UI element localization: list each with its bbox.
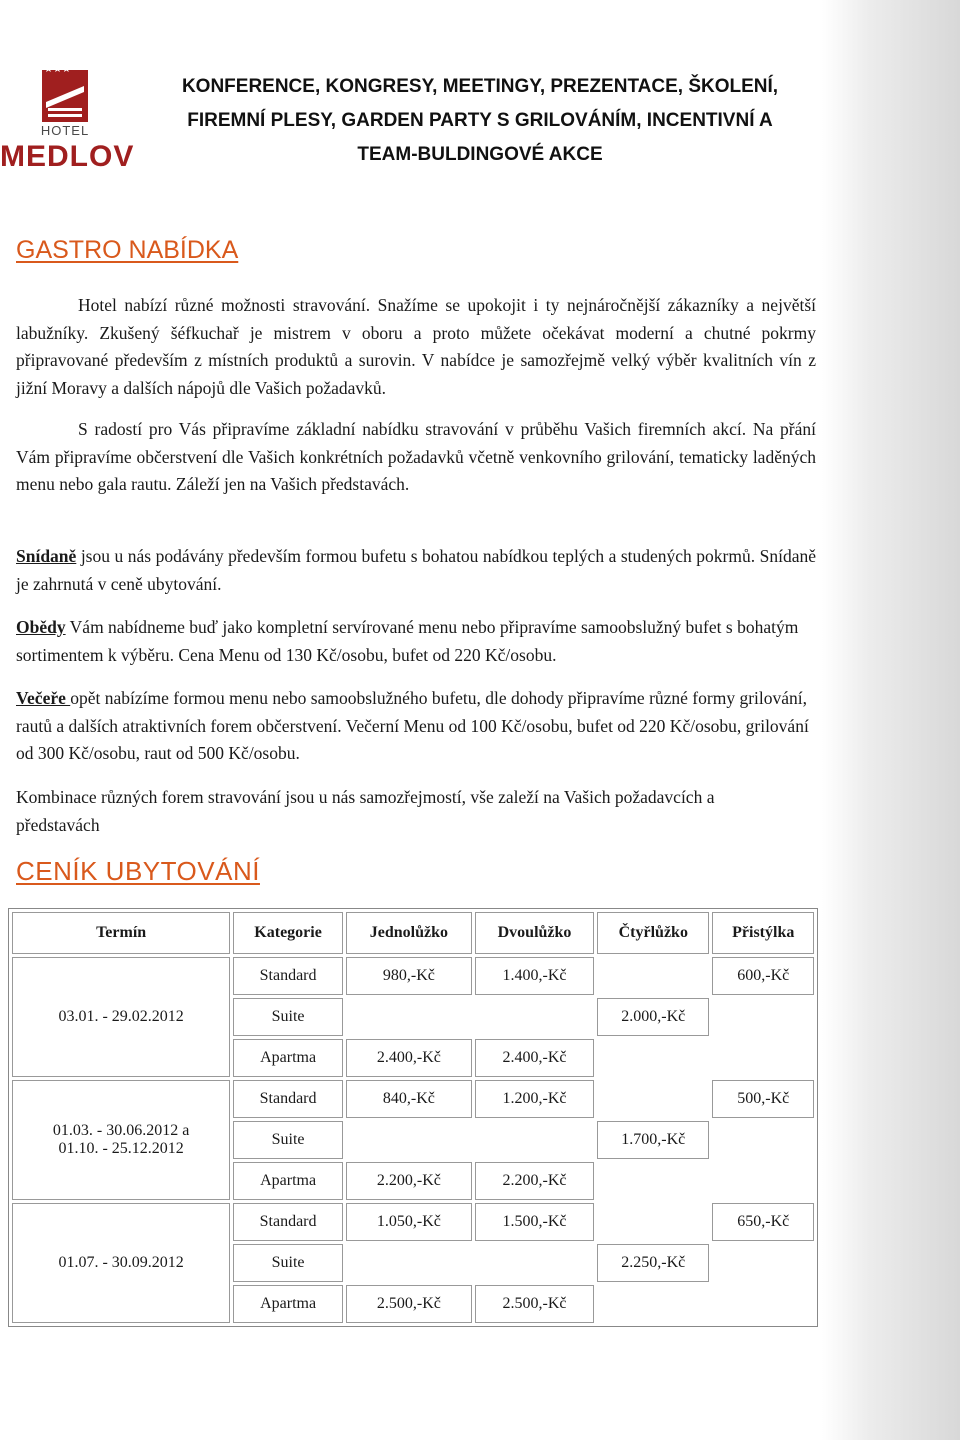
price-cell: 2.250,-Kč [597,1244,709,1282]
empty-cell [712,1121,814,1159]
combo-text: Kombinace různých forem stravování jsou u nás samozřejmostí, vše zaleží na Vašich požadavcích a představách [16,787,715,835]
pricing-header-row [12,912,814,954]
price-cell: 2.500,-Kč [346,1285,472,1323]
breakfast-heading: Snídaně [16,546,77,566]
empty-cell [597,1039,709,1077]
category-cell: Suite [233,1244,343,1282]
price-cell: 1.400,-Kč [475,957,594,995]
price-cell: 980,-Kč [346,957,472,995]
header-single: Jednolůžko [346,912,472,954]
gastro-offer-text: S radostí pro Vás připravíme základní nabídku stravování v průběhu Vašich firemních akcí. Na přání Vám připravíme občerstvení dle Vašich konkrétních požadavků včetně venkovního grilování, tematicky laděných menu nebo gala rautu. Záleží jen na Vašich představách. [16,419,816,494]
pricing-table-wrapper [8,908,818,1327]
breakfast-text: jsou u nás podávány především formou bufetu s bohatou nabídkou teplých a studených pokrmů. Snídaně je zahrnutá v ceně ubytování. [16,546,816,594]
header-term: Termín [12,912,230,954]
category-cell: Apartma [233,1285,343,1323]
pricing-section-title: CENÍK UBYTOVÁNÍ [16,856,260,886]
empty-cell [712,1039,814,1077]
term-line-1: 01.03. - 30.06.2012 a [52,1122,190,1139]
category-cell: Standard [233,1203,343,1241]
hotel-building-icon [40,68,90,124]
price-cell: 600,-Kč [712,957,814,995]
empty-cell [712,1244,814,1282]
combo-paragraph [16,784,736,839]
header-line-1: KONFERENCE, KONGRESY, MEETINGY, PREZENTACE, ŠKOLENÍ, [181,76,779,97]
lunch-text: Vám nabídneme buď jako kompletní servírované menu nebo připravíme samoobslužný bufet s bohatým sortimentem k výběru. Cena Menu od 130 Kč/osobu, bufet od 220 Kč/osobu. [16,617,799,665]
empty-cell [475,1244,594,1282]
price-cell: 2.000,-Kč [597,998,709,1036]
header-line-2: FIREMNÍ PLESY, GARDEN PARTY S GRILOVÁNÍM, INCENTIVNÍ A [187,110,773,131]
empty-cell [597,1162,709,1200]
price-cell: 1.500,-Kč [475,1203,594,1241]
dinner-paragraph [16,685,816,768]
logo-hotel-text: HOTEL [40,123,90,138]
empty-cell [712,1162,814,1200]
price-cell: 2.200,-Kč [346,1162,472,1200]
category-cell: Apartma [233,1039,343,1077]
empty-cell [597,1203,709,1241]
breakfast-paragraph [16,543,816,598]
price-cell: 840,-Kč [346,1080,472,1118]
lunch-heading: Obědy [16,617,66,637]
price-cell: 2.400,-Kč [475,1039,594,1077]
hotel-logo [0,58,135,178]
empty-cell [597,1285,709,1323]
term-cell: 01.07. - 30.09.2012 [12,1203,230,1323]
table-row [12,1080,814,1118]
star-rating: ★★★ [44,64,71,75]
logo-brand-name: MEDLOV [0,140,135,173]
header-category: Kategorie [233,912,343,954]
header-quad: Čtyřlůžko [597,912,709,954]
gastro-intro-text: Hotel nabízí různé možnosti stravování. Snažíme se upokojit i ty nejnáročnější zákazníky a největší labužníky. Zkušený šéfkuchař je mistrem v oboru a proto můžete očekávat moderní a chutné pokrmy připravované především z místních produktů a surovin. V nabídce je samozřejmě velký výběr kvalitních vín z jižní Moravy a dalších nápojů dle Vašich požadavků. [16,295,816,398]
price-cell: 500,-Kč [712,1080,814,1118]
category-cell: Suite [233,998,343,1036]
term-line-2: 01.10. - 25.12.2012 [58,1140,184,1157]
price-cell: 1.200,-Kč [475,1080,594,1118]
price-cell: 2.400,-Kč [346,1039,472,1077]
page-edge-shadow [822,0,960,1440]
empty-cell [597,1080,709,1118]
gastro-section-title: GASTRO NABÍDKA [16,236,239,264]
header-double: Dvoulůžko [475,912,594,954]
empty-cell [346,1244,472,1282]
empty-cell [712,1285,814,1323]
table-row [12,1203,814,1241]
price-cell: 650,-Kč [712,1203,814,1241]
term-cell [12,1080,230,1200]
page-header [150,70,810,172]
price-cell: 2.500,-Kč [475,1285,594,1323]
lunch-paragraph [16,614,816,669]
empty-cell [475,1121,594,1159]
category-cell: Apartma [233,1162,343,1200]
term-cell: 03.01. - 29.02.2012 [12,957,230,1077]
empty-cell [597,957,709,995]
gastro-intro [16,292,816,402]
empty-cell [475,998,594,1036]
empty-cell [712,998,814,1036]
price-cell: 1.700,-Kč [597,1121,709,1159]
price-cell: 1.050,-Kč [346,1203,472,1241]
empty-cell [346,1121,472,1159]
gastro-offer [16,416,816,499]
header-line-3: TEAM-BULDINGOVÉ AKCE [357,144,603,165]
category-cell: Suite [233,1121,343,1159]
dinner-heading: Večeře [16,688,71,708]
table-row [12,957,814,995]
dinner-text: opět nabízíme formou menu nebo samoobslužného bufetu, dle dohody připravíme různé formy grilování, rautů a dalších atraktivních forem občerstvení. Večerní Menu od 100 Kč/osobu, bufet od 220 Kč/osobu, grilování od 300 Kč/osobu, raut od 500 Kč/osobu. [16,688,809,763]
header-extra-bed: Přistýlka [712,912,814,954]
category-cell: Standard [233,1080,343,1118]
empty-cell [346,998,472,1036]
pricing-table [8,908,818,1327]
category-cell: Standard [233,957,343,995]
price-cell: 2.200,-Kč [475,1162,594,1200]
